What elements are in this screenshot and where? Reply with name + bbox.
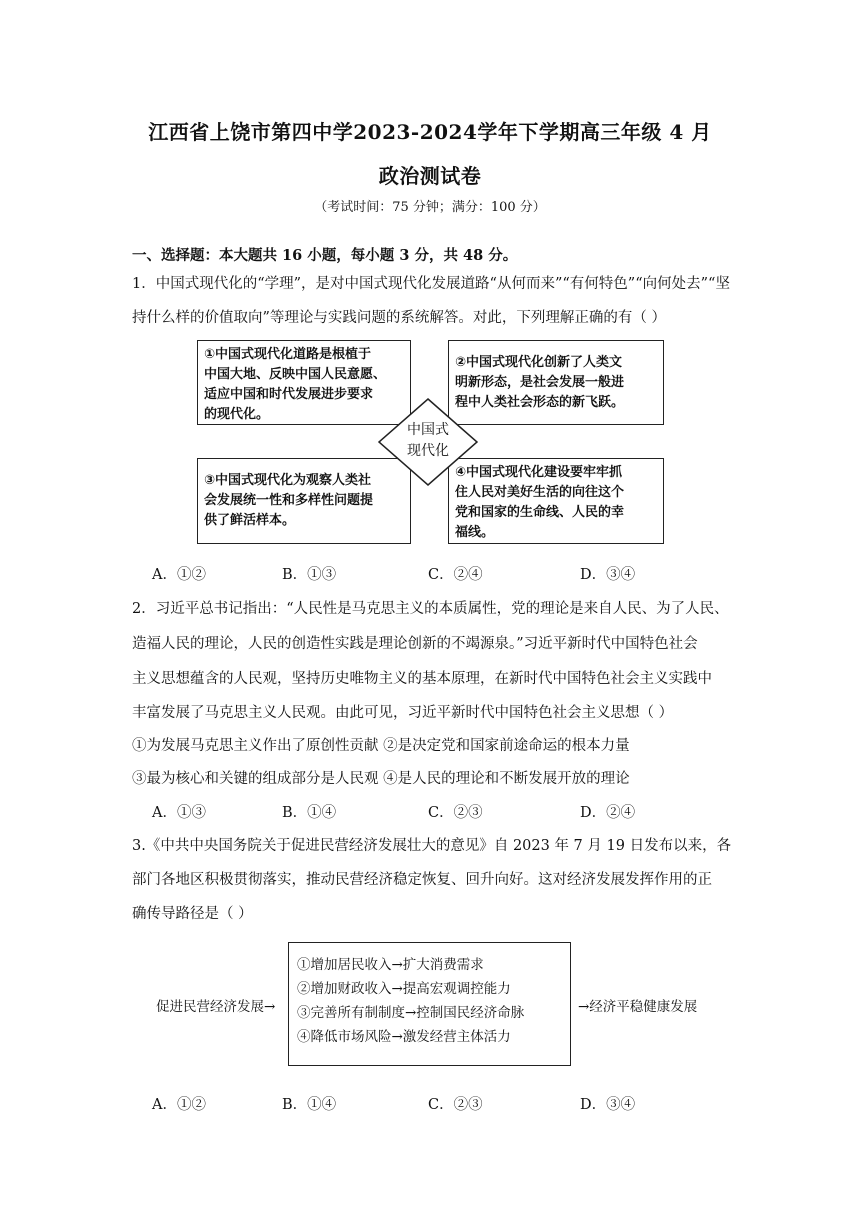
q1-box-3-line: ③中国式现代化为观察人类社	[204, 473, 372, 488]
q1-box-2-line: ②中国式现代化创新了人类文	[455, 355, 623, 370]
q1-box-4-line: 住人民对美好生活的向往这个	[455, 485, 625, 500]
q1-box-1-line: ①中国式现代化道路是根植于	[204, 347, 372, 362]
q3-flow-item: ①增加居民收入→扩大消费需求	[297, 957, 484, 973]
q3-option-b[interactable]: B．①④	[282, 1097, 337, 1113]
q1-stem-line2: 持什么样的价值取向”等理论与实践问题的系统解答。对此，下列理解正确的有（ ）	[132, 310, 667, 326]
q1-option-a[interactable]: A．①②	[152, 567, 206, 583]
q3-flow-item: ②增加财政收入→提高宏观调控能力	[297, 981, 511, 997]
q3-flow-item: ③完善所有制制度→控制国民经济命脉	[297, 1005, 525, 1021]
q2-option-a[interactable]: A．①③	[152, 805, 206, 821]
q3-option-c[interactable]: C．②③	[428, 1097, 483, 1113]
q2-statement-1-2: ①为发展马克思主义作出了原创性贡献 ②是决定党和国家前途命运的根本力量	[132, 738, 630, 754]
q3-flow-item: ④降低市场风险→激发经营主体活力	[297, 1029, 511, 1045]
q1-box-4-line: 党和国家的生命线、人民的幸	[455, 505, 625, 520]
section-heading: 一、选择题：本大题共 16 小题，每小题 3 分，共 48 分。	[132, 247, 518, 264]
q2-option-b[interactable]: B．①④	[282, 805, 337, 821]
q3-stem-line1: 3.《中共中央国务院关于促进民营经济发展壮大的意见》自 2023 年 7 月 19 日发布以来，各	[132, 838, 732, 854]
q1-box-1-line: 的现代化。	[204, 407, 270, 422]
q2-stem-line3: 主义思想蕴含的人民观，坚持历史唯物主义的基本原理，在新时代中国特色社会主义实践中	[132, 671, 712, 687]
q1-box-3-line: 会发展统一性和多样性问题提	[204, 493, 374, 508]
q1-center-label	[378, 420, 478, 462]
q1-box-4-line: 福线。	[455, 525, 495, 540]
q1-option-b[interactable]: B．①③	[282, 567, 337, 583]
q2-stem-line1: 2．习近平总书记指出：“人民性是马克思主义的本质属性，党的理论是来自人民、为了人民、	[132, 601, 729, 617]
q2-option-c[interactable]: C．②③	[428, 805, 483, 821]
q3-stem-line3: 确传导路径是（ ）	[132, 906, 253, 922]
q1-box-4	[448, 458, 664, 544]
q1-box-3-line: 供了鲜活样本。	[204, 513, 296, 528]
q3-stem-line2: 部门各地区积极贯彻落实，推动民营经济稳定恢复、回升向好。这对经济发展发挥作用的正	[132, 872, 712, 888]
q2-stem-line2: 造福人民的理论，人民的创造性实践是理论创新的不竭源泉。”习近平新时代中国特色社会	[132, 636, 698, 652]
q1-center-label-line: 中国式	[407, 422, 449, 438]
q1-stem-line1: 1．中国式现代化的“学理”，是对中国式现代化发展道路“从何而来”“有何特色”“向何处去”“坚	[132, 276, 730, 292]
exam-title-line1: 江西省上饶市第四中学2023-2024学年下学期高三年级 4 月	[148, 120, 712, 144]
q1-option-d[interactable]: D．③④	[580, 567, 636, 583]
exam-title-line2: 政治测试卷	[378, 164, 482, 188]
q3-flow-end: →经济平稳健康发展	[578, 999, 698, 1015]
q2-statement-3-4: ③最为核心和关键的组成部分是人民观 ④是人民的理论和不断发展开放的理论	[132, 771, 630, 787]
q1-center-diamond	[378, 398, 478, 486]
q1-box-4-line: ④中国式现代化建设要牢牢抓	[455, 465, 623, 480]
q1-box-2-line: 明新形态，是社会发展一般进	[455, 375, 625, 390]
q1-box-2	[448, 340, 664, 425]
q1-box-1-line: 适应中国和时代发展进步要求	[204, 387, 374, 402]
q1-option-c[interactable]: C．②④	[428, 567, 483, 583]
q3-option-d[interactable]: D．③④	[580, 1097, 636, 1113]
q1-center-label-line: 现代化	[407, 443, 449, 459]
q3-flow-start: 促进民营经济发展→	[156, 999, 276, 1015]
q2-option-d[interactable]: D．②④	[580, 805, 636, 821]
exam-subtitle: （考试时间：75 分钟；满分：100 分）	[314, 200, 546, 215]
q1-box-2-line: 程中人类社会形态的新飞跃。	[455, 395, 625, 410]
q2-stem-line4: 丰富发展了马克思主义人民观。由此可见，习近平新时代中国特色社会主义思想（ ）	[132, 705, 674, 721]
q3-option-a[interactable]: A．①②	[152, 1097, 206, 1113]
q3-flow-box	[288, 942, 571, 1066]
q1-box-1-line: 中国大地、反映中国人民意愿、	[204, 367, 387, 382]
